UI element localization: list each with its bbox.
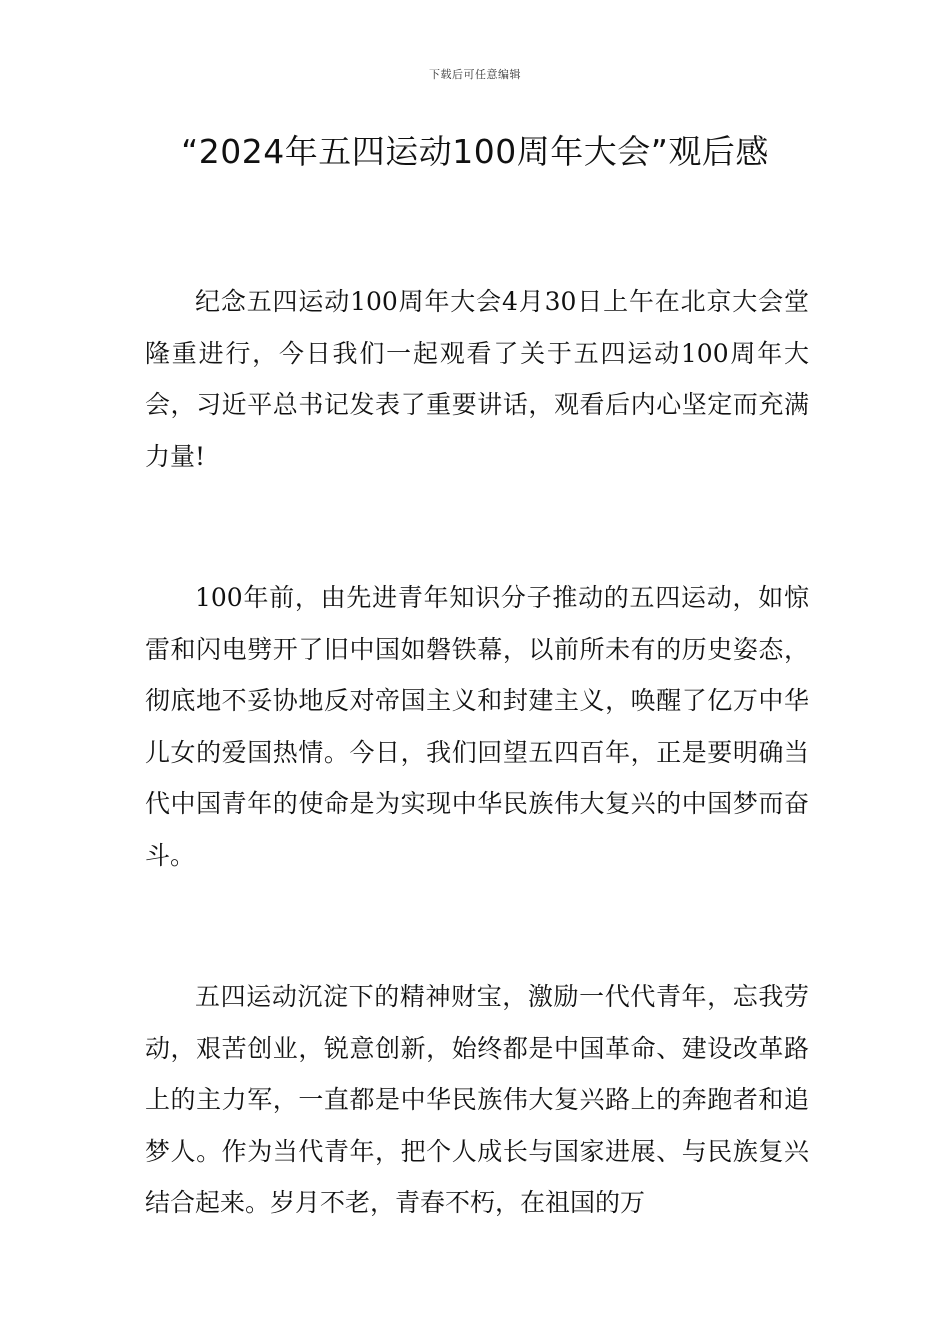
paragraph: 纪念五四运动100周年大会4月30日上午在北京大会堂隆重进行，今日我们一起观看了关于五四运动100周年大会，习近平总书记发表了重要讲话，观看后内心坚定而充满力量!: [145, 287, 809, 471]
paragraph: 五四运动沉淀下的精神财宝，激励一代代青年，忘我劳动，艰苦创业，锐意创新，始终都是中国革命、建设改革路上的主力军，一直都是中华民族伟大复兴路上的奔跑者和追梦人。作为当代青年，把个人成长与国家进展、与民族复兴结合起来。岁月不老，青春不朽，在祖国的万: [145, 982, 809, 1217]
document-title: “2024年五四运动100周年大会”观后感: [181, 132, 769, 171]
header-note: 下载后可任意编辑: [429, 68, 521, 81]
paragraph: 100年前，由先进青年知识分子推动的五四运动，如惊雷和闪电劈开了旧中国如磐铁幕，以前所未有的历史姿态，彻底地不妥协地反对帝国主义和封建主义，唤醒了亿万中华儿女的爱国热情。今日，我们回望五四百年，正是要明确当代中国青年的使命是为实现中华民族伟大复兴的中国梦而奋斗。: [145, 583, 809, 870]
